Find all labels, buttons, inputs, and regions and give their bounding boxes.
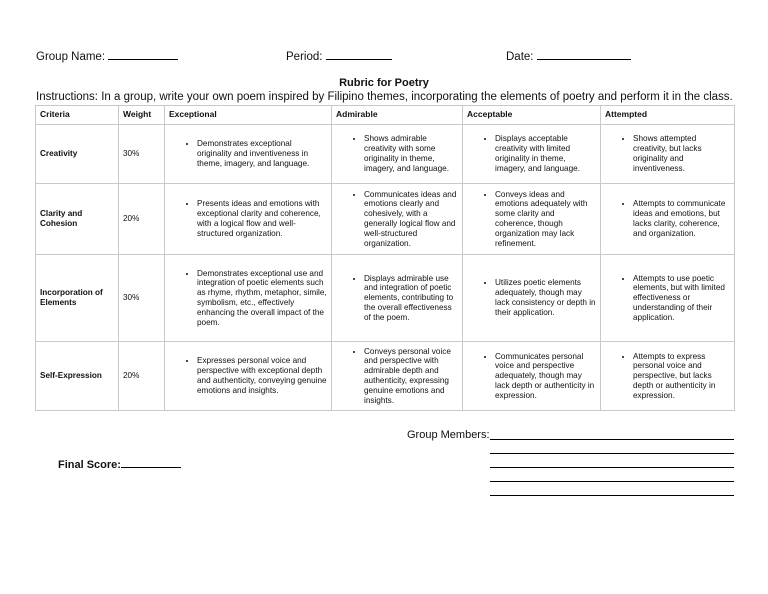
group-name-label: Group Name:	[36, 51, 106, 63]
group-members-label: Group Members:	[407, 429, 490, 441]
admirable-cell	[332, 342, 463, 411]
weight-cell: 20%	[119, 184, 165, 255]
rubric-table	[35, 105, 735, 411]
final-score-blank[interactable]	[121, 456, 181, 468]
final-score-field[interactable]	[58, 456, 181, 471]
descriptor: • Shows attempted creativity, but lacks originality and inventiveness.	[633, 134, 730, 173]
descriptor: • Attempts to express personal voice and perspective, but lacks depth or authenticity in expression.	[633, 352, 730, 401]
header-acceptable: Acceptable	[463, 106, 601, 125]
admirable-cell	[332, 255, 463, 342]
page-title: Rubric for Poetry	[339, 77, 429, 89]
admirable-cell	[332, 184, 463, 255]
table-row	[36, 255, 735, 342]
descriptor: • Presents ideas and emotions with exceptional clarity and coherence, with a logical flow and well-structured organization.	[197, 199, 327, 238]
header-weight: Weight	[119, 106, 165, 125]
period-label: Period:	[286, 51, 323, 63]
exceptional-cell	[165, 342, 332, 411]
descriptor: • Attempts to communicate ideas and emotions, but lacks clarity, coherence, and organization.	[633, 199, 730, 238]
descriptor: • Conveys ideas and emotions adequately with some clarity and coherence, though organization may lack refinement.	[495, 190, 596, 249]
table-row	[36, 342, 735, 411]
header-admirable: Admirable	[332, 106, 463, 125]
descriptor: • Displays admirable use and integration of poetic elements, contributing to the overall effectiveness of the poem.	[364, 274, 458, 323]
criteria-cell: Clarity and Cohesion	[36, 184, 119, 255]
criteria-cell: Creativity	[36, 125, 119, 184]
table-header-row	[36, 106, 735, 125]
descriptor: • Shows admirable creativity with some originality in theme, imagery, and language.	[364, 134, 458, 173]
descriptor: • Demonstrates exceptional use and integration of poetic elements such as rhyme, rhythm, metaphor, simile, symbolism, etc., effectively enhancing the overall impact of the poem.	[197, 269, 327, 328]
header-attempted: Attempted	[601, 106, 735, 125]
period-field[interactable]	[286, 48, 392, 63]
acceptable-cell	[463, 125, 601, 184]
descriptor: • Displays acceptable creativity with limited originality in theme, imagery, and language.	[495, 134, 596, 173]
acceptable-cell	[463, 342, 601, 411]
criteria-cell: Incorporation of Elements	[36, 255, 119, 342]
date-label: Date:	[506, 51, 534, 63]
table-row	[36, 184, 735, 255]
descriptor: • Attempts to use poetic elements, but with limited effectiveness or understanding of their application.	[633, 274, 730, 323]
group-member-line[interactable]	[490, 453, 734, 454]
attempted-cell	[601, 125, 735, 184]
group-name-blank[interactable]	[108, 48, 178, 60]
header-criteria: Criteria	[36, 106, 119, 125]
descriptor: • Utilizes poetic elements adequately, though may lack consistency or depth in their application.	[495, 278, 596, 317]
table-row	[36, 125, 735, 184]
group-name-field[interactable]	[36, 48, 178, 63]
date-field[interactable]	[506, 48, 631, 63]
descriptor: • Expresses personal voice and perspective with exceptional depth and authenticity, conveying genuine emotions and insights.	[197, 356, 327, 395]
exceptional-cell	[165, 255, 332, 342]
attempted-cell	[601, 184, 735, 255]
group-member-line[interactable]	[490, 439, 734, 440]
group-member-line[interactable]	[490, 481, 734, 482]
header-exceptional: Exceptional	[165, 106, 332, 125]
group-member-line[interactable]	[490, 467, 734, 468]
instructions: Instructions: In a group, write your own poem inspired by Filipino themes, incorporating the elements of poetry and perform it in the class.	[36, 91, 733, 103]
weight-cell: 20%	[119, 342, 165, 411]
descriptor: • Conveys personal voice and perspective with admirable depth and authenticity, expressing genuine emotions and insights.	[364, 347, 458, 406]
descriptor: • Communicates ideas and emotions clearly and cohesively, with a generally logical flow and well-structured organization.	[364, 190, 458, 249]
admirable-cell	[332, 125, 463, 184]
criteria-cell: Self-Expression	[36, 342, 119, 411]
descriptor: • Demonstrates exceptional originality and inventiveness in theme, imagery, and language.	[197, 139, 327, 168]
final-score-label: Final Score:	[58, 459, 121, 471]
attempted-cell	[601, 342, 735, 411]
descriptor: • Communicates personal voice and perspective adequately, though may lack depth or authenticity in expression.	[495, 352, 596, 401]
group-member-line[interactable]	[490, 495, 734, 496]
attempted-cell	[601, 255, 735, 342]
exceptional-cell	[165, 125, 332, 184]
period-blank[interactable]	[326, 48, 392, 60]
date-blank[interactable]	[537, 48, 631, 60]
acceptable-cell	[463, 255, 601, 342]
exceptional-cell	[165, 184, 332, 255]
weight-cell: 30%	[119, 255, 165, 342]
weight-cell: 30%	[119, 125, 165, 184]
acceptable-cell	[463, 184, 601, 255]
